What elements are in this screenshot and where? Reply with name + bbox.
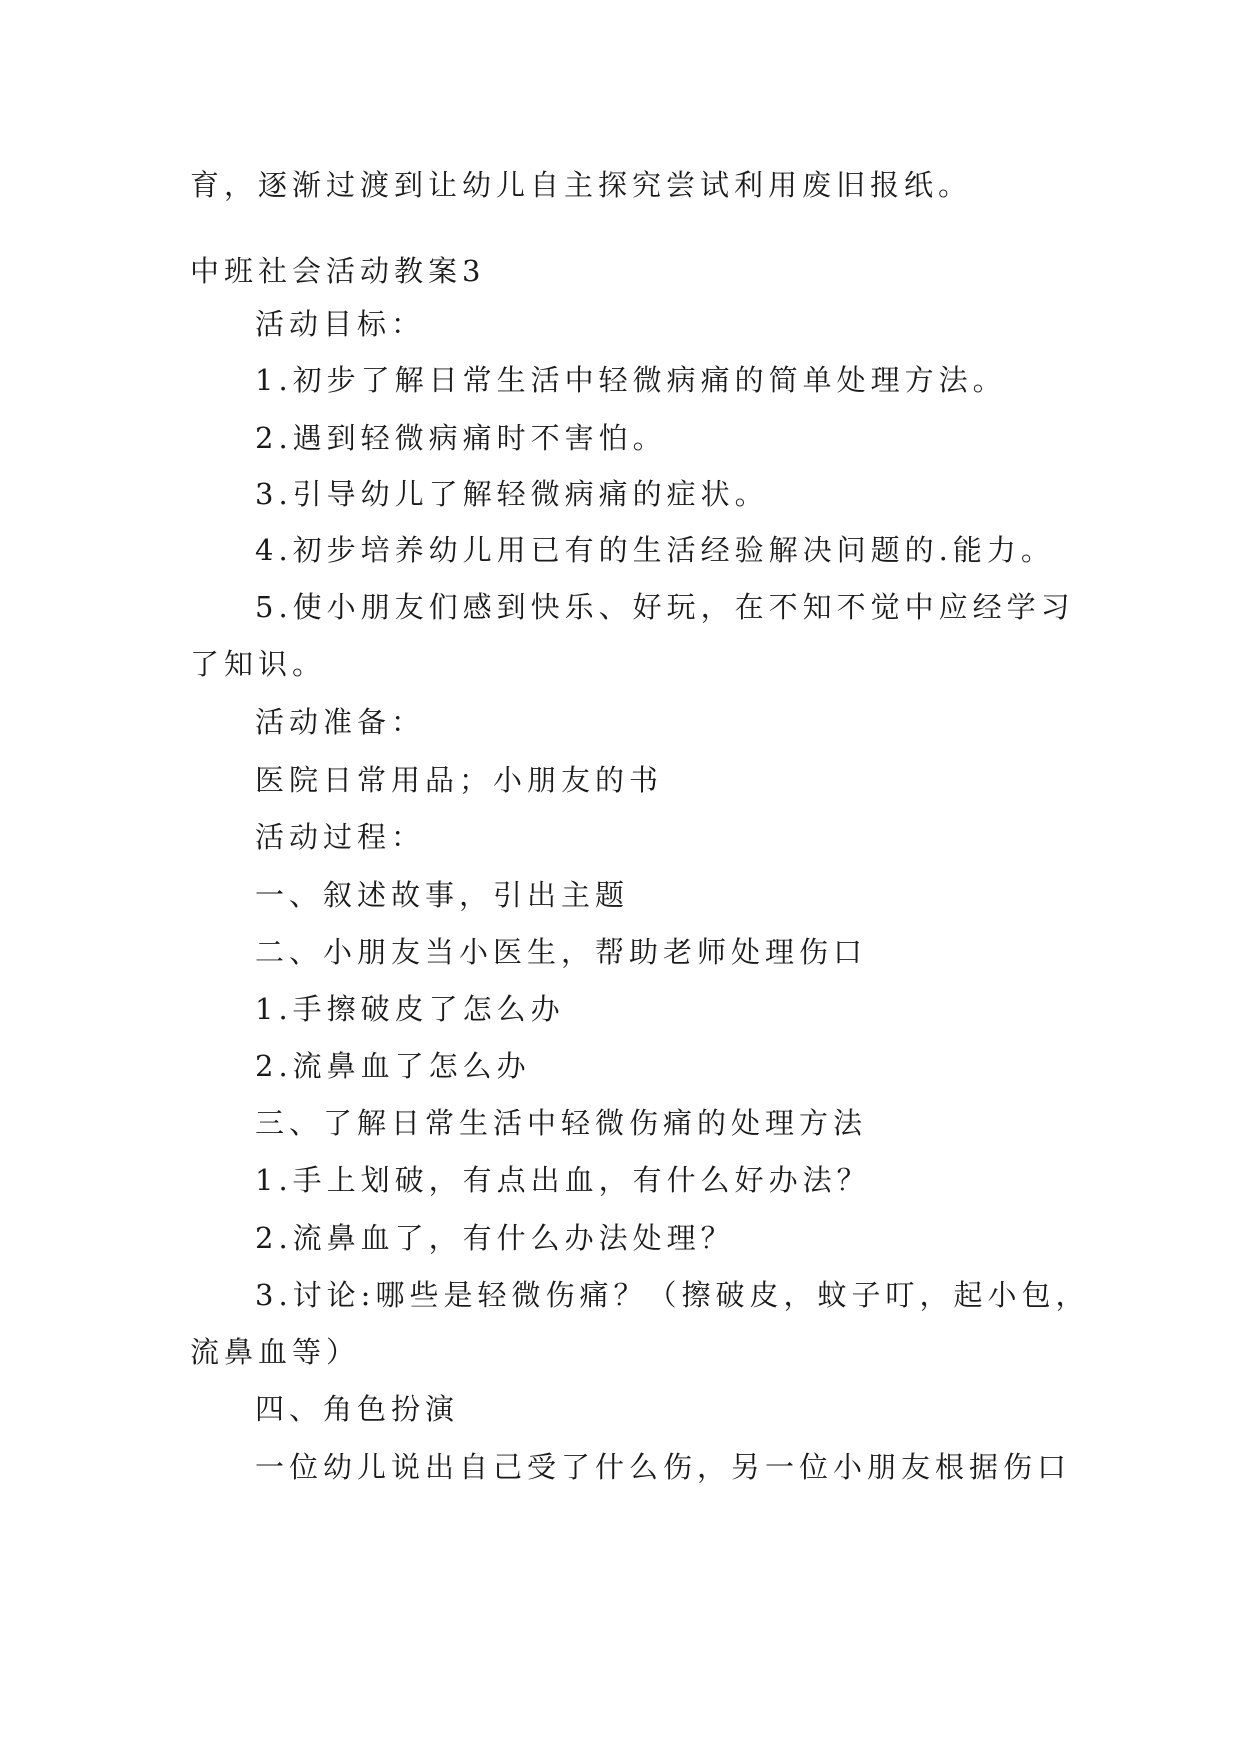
- process-step-2-item-2: 2.流鼻血了怎么办: [255, 1049, 531, 1083]
- process-step-3-item-3: 3.讨论:哪些是轻微伤痛？（擦破皮，蚊子叮，起小包，: [255, 1278, 1090, 1312]
- process-step-4-description: 一位幼儿说出自己受了什么伤，另一位小朋友根据伤口: [255, 1450, 1072, 1484]
- goal-item-5: 5.使小朋友们感到快乐、好玩，在不知不觉中应经学习: [255, 590, 1075, 624]
- goal-item-4: 4.初步培养幼儿用已有的生活经验解决问题的.能力。: [255, 533, 1055, 567]
- preparation-items: 医院日常用品；小朋友的书: [255, 763, 664, 797]
- process-step-2-item-1: 1.手擦破皮了怎么办: [255, 992, 565, 1026]
- process-step-3-item-2: 2.流鼻血了，有什么办法处理？: [255, 1221, 735, 1255]
- process-step-1: 一、叙述故事，引出主题: [255, 878, 630, 912]
- goal-item-1: 1.初步了解日常生活中轻微病痛的简单处理方法。: [255, 363, 1007, 397]
- process-step-2: 二、小朋友当小医生，帮助老师处理伤口: [255, 935, 868, 969]
- section-title: 中班社会活动教案3: [190, 254, 486, 288]
- process-step-4: 四、角色扮演: [255, 1392, 460, 1426]
- process-step-3: 三、了解日常生活中轻微伤痛的处理方法: [255, 1106, 868, 1140]
- activity-preparation-heading: 活动准备：: [255, 705, 426, 739]
- goal-item-2: 2.遇到轻微病痛时不害怕。: [255, 421, 667, 455]
- process-step-3-item-3-continuation: 流鼻血等）: [190, 1335, 361, 1369]
- process-step-3-item-1: 1.手上划破，有点出血，有什么好办法？: [255, 1163, 871, 1197]
- activity-goals-heading: 活动目标：: [255, 307, 426, 341]
- goal-item-3: 3.引导幼儿了解轻微病痛的症状。: [255, 477, 769, 511]
- paragraph-continuation: 育，逐渐过渡到让幼儿自主探究尝试利用废旧报纸。: [190, 168, 973, 202]
- activity-process-heading: 活动过程：: [255, 820, 426, 854]
- goal-item-5-continuation: 了知识。: [190, 647, 327, 681]
